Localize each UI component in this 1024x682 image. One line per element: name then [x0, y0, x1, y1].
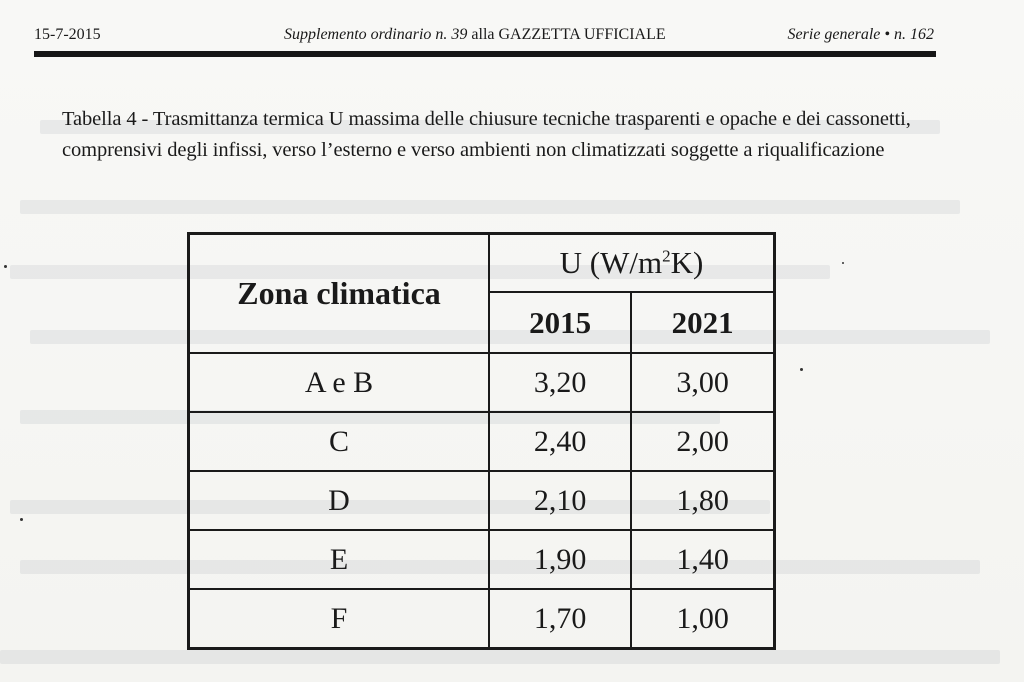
gazette-header — [34, 22, 934, 52]
transmittance-table — [187, 232, 776, 650]
u-header-suffix: K) — [670, 245, 704, 281]
value-2021-cell: 1,40 — [631, 530, 774, 589]
value-2021-cell: 1,80 — [631, 471, 774, 530]
scan-speck — [800, 368, 803, 371]
value-2015-cell: 1,70 — [489, 589, 631, 649]
header-supplement-prefix: Supplemento ordinario n. 39 — [284, 26, 468, 43]
value-2021-cell: 1,00 — [631, 589, 774, 649]
bleed-through — [0, 650, 1000, 664]
scan-speck — [20, 518, 23, 521]
value-2021-cell: 2,00 — [631, 412, 774, 471]
table-header-row — [189, 234, 775, 293]
zone-cell: E — [189, 530, 490, 589]
table-row — [189, 353, 775, 412]
value-2015-cell: 3,20 — [489, 353, 631, 412]
table-row — [189, 412, 775, 471]
u-header-prefix: U (W/m — [559, 245, 663, 281]
zone-cell: C — [189, 412, 490, 471]
value-2015-cell: 1,90 — [489, 530, 631, 589]
header-supplement — [284, 26, 666, 44]
table-caption: Tabella 4 - Trasmittanza termica U massima delle chiusure tecniche trasparenti e opache e dei cassonetti, comprensivi degli infissi, verso l’esterno e verso ambienti non climatizzati soggette a riqualificazione — [62, 108, 911, 161]
value-2015-cell: 2,10 — [489, 471, 631, 530]
year-2015-header: 2015 — [489, 292, 631, 353]
table-row — [189, 530, 775, 589]
value-2015-cell: 2,40 — [489, 412, 631, 471]
bleed-through — [20, 200, 960, 214]
scan-speck — [842, 262, 844, 264]
u-header-sup: 2 — [662, 246, 671, 266]
scan-speck — [4, 265, 7, 268]
value-2021-cell: 3,00 — [631, 353, 774, 412]
u-header — [489, 234, 775, 293]
year-2021-header: 2021 — [631, 292, 774, 353]
header-series: Serie generale • n. 162 — [787, 26, 934, 43]
zone-cell: A e B — [189, 353, 490, 412]
header-rule — [34, 51, 936, 57]
zone-cell: D — [189, 471, 490, 530]
zone-header: Zona climatica — [189, 234, 490, 354]
zone-cell: F — [189, 589, 490, 649]
table-row — [189, 471, 775, 530]
header-supplement-suffix: alla GAZZETTA UFFICIALE — [467, 26, 666, 43]
header-date: 15-7-2015 — [34, 26, 101, 43]
table-row — [189, 589, 775, 649]
